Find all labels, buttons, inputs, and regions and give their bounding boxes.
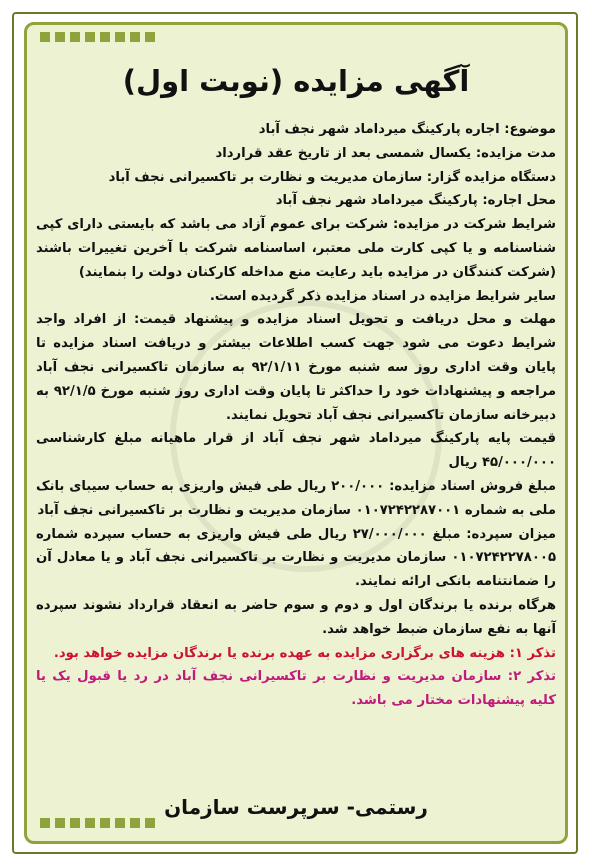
organizer-line: دستگاه مزایده گزار: سازمان مدیریت و نظارت بر تاکسیرانی نجف آباد bbox=[108, 169, 556, 185]
signature: رستمی- سرپرست سازمان bbox=[164, 795, 428, 819]
location-line: محل اجاره: پارکینگ میرداماد شهر نجف آباد bbox=[275, 193, 556, 209]
conditions-paragraph: شرایط شرکت در مزایده: شرکت برای عموم آزاد می باشد که بایستی دارای کپی شناسنامه و یا کپی کارت ملی معتبر، اساسنامه شرکت با آخرین تغییرات باشند (شرکت کنندگان در مزایده باید رعایت منع مداخله کارکنان دولت را بنمایند) bbox=[36, 217, 557, 280]
decorative-squares-top bbox=[40, 32, 155, 42]
notice-body bbox=[36, 118, 556, 713]
doc-price-paragraph: مبلغ فروش اسناد مزایده: ۲۰۰/۰۰۰ ریال طی فیش واریزی به حساب سیبای بانک ملی به شماره ۰۱۰۷۲۴۲۲۸۷۰۰۱ سازمان مدیریت و نظارت بر تاکسیرانی نجف آباد bbox=[36, 478, 556, 518]
base-price-line: قیمت پایه پارکینگ میرداماد شهر نجف آباد از قرار ماهیانه مبلغ کارشناسی ۴۵/۰۰۰/۰۰۰ ریال bbox=[36, 431, 556, 471]
duration-line: مدت مزایده: یکسال شمسی بعد از تاریخ عقد قرارداد bbox=[215, 145, 556, 161]
deadline-paragraph: مهلت و محل دریافت و تحویل اسناد مزایده و پیشنهاد قیمت: از افراد واجد شرایط دعوت می شود جهت کسب اطلاعات بیشتر و دریافت اسناد مزایده تا پایان وقت اداری روز سه شنبه مورخ ۹۲/۱/۱۱ به سازمان تاکسیرانی نجف آباد مراجعه و پیشنهادات خود را حداکثر تا پایان وقت اداری روز شنبه مورخ ۹۲/۱/۵ به دبیرخانه سازمان تاکسیرانی نجف آباد تحویل نمایند. bbox=[36, 312, 557, 423]
other-conditions-line: سایر شرایط مزایده در اسناد مزایده ذکر گردیده است. bbox=[209, 288, 556, 304]
deposit-paragraph: میزان سپرده: مبلغ ۲۷/۰۰۰/۰۰۰ ریال طی فیش واریزی به حساب سپرده شماره ۰۱۰۷۲۴۲۲۷۸۰۰۵ سازمان مدیریت و نظارت بر تاکسیرانی نجف آباد و یا معادل آن را ضمانتنامه بانکی ارائه نمایند. bbox=[36, 526, 556, 590]
winners-note: هرگاه برنده یا برندگان اول و دوم و سوم حاضر به انعقاد قرارداد نشوند سپرده آنها به نفع سازمان ضبط خواهد شد. bbox=[36, 597, 556, 637]
decorative-squares-bottom bbox=[40, 818, 155, 828]
reminder-2: تذکر ۲: سازمان مدیریت و نظارت بر تاکسیرانی نجف آباد در رد یا قبول یک یا کلیه پیشنهادات مختار می باشد. bbox=[36, 669, 556, 709]
notice-title: آگهی مزایده (نوبت اول) bbox=[122, 64, 470, 98]
reminder-1: تذکر ۱: هزینه های برگزاری مزایده به عهده برنده یا برندگان مزایده خواهد بود. bbox=[53, 645, 556, 661]
subject-line: موضوع: اجاره پارکینگ میرداماد شهر نجف آباد bbox=[258, 122, 556, 137]
